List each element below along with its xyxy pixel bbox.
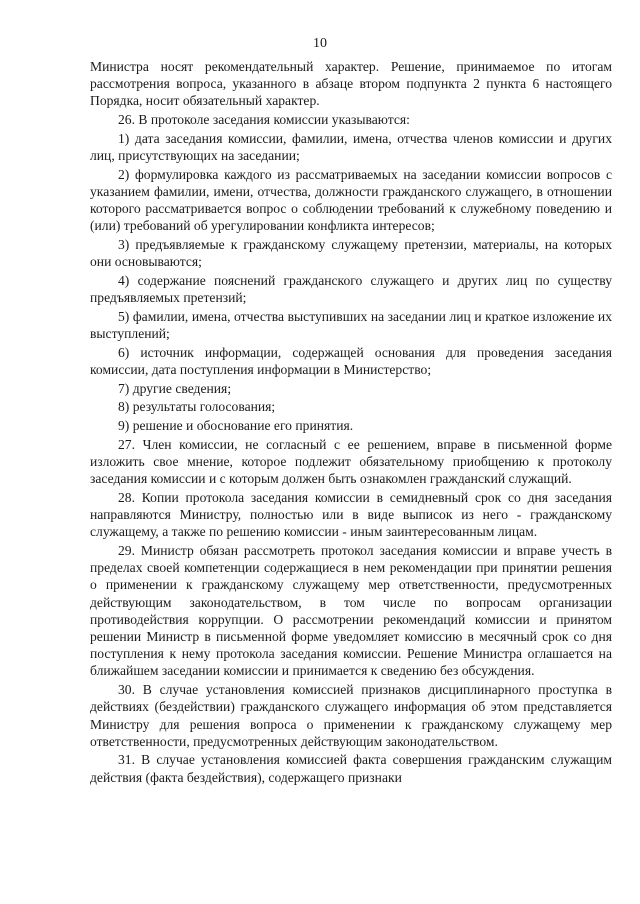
page-number: 10 bbox=[313, 36, 327, 51]
paragraph-26: 26. В протоколе заседания комиссии указываются: bbox=[118, 112, 410, 128]
paragraph-28: 28. Копии протокола заседания комиссии в семидневный срок со дня заседания направляются Министру, полностью или в виде выписок из него - гражданскому служащему, а также по решению комиссии - иным заинтересованным лицам. bbox=[90, 489, 612, 540]
list-item-5: 5) фамилии, имена, отчества выступивших на заседании лиц и краткое изложение их выступлений; bbox=[90, 308, 612, 342]
list-item-2: 2) формулировка каждого из рассматриваемых на заседании комиссии вопросов с указанием фамилии, имени, отчества, должности гражданского служащего, в отношении которого рассматривается вопрос о соблюдении требований к служебному поведению и (или) требований об урегулировании конфликта интересов; bbox=[90, 166, 612, 234]
list-item-8: 8) результаты голосования; bbox=[118, 399, 276, 415]
list-item-6: 6) источник информации, содержащей основания для проведения заседания комиссии, дата поступления информации в Министерство; bbox=[90, 344, 612, 377]
paragraph-27: 27. Член комиссии, не согласный с ее решением, вправе в письменной форме изложить свое мнение, которое подлежит обязательному приобщению к протоколу заседания комиссии и с которым должен быть ознакомлен гражданский служащий. bbox=[90, 436, 612, 487]
paragraph-30: 30. В случае установления комиссией признаков дисциплинарного проступка в действиях (бездействии) гражданского служащего информация об этом представляется Министру для решения вопроса о применении к гражданскому служащему мер ответственности, предусмотренных действующим законодательством. bbox=[90, 682, 612, 749]
list-item-7: 7) другие сведения; bbox=[118, 380, 232, 396]
paragraph-continuation: Министра носят рекомендательный характер. Решение, принимаемое по итогам рассмотрения вопроса, указанного в абзаце втором подпункта 2 пункта 6 настоящего Порядка, носит обязательный характер. bbox=[90, 59, 612, 109]
list-item-4: 4) содержание пояснений гражданского служащего и других лиц по существу предъявляемых претензий; bbox=[90, 272, 612, 306]
list-item-3: 3) предъявляемые к гражданскому служащему претензии, материалы, на которых они основываются; bbox=[90, 237, 612, 270]
paragraph-31: 31. В случае установления комиссией факта совершения гражданским служащим действия (факта бездействия), содержащего признаки bbox=[90, 752, 612, 785]
list-item-9: 9) решение и обоснование его принятия. bbox=[118, 418, 354, 434]
document-body bbox=[90, 58, 612, 786]
list-item-1: 1) дата заседания комиссии, фамилии, имена, отчества членов комиссии и других лиц, присутствующих на заседании; bbox=[90, 130, 612, 164]
paragraph-29: 29. Министр обязан рассмотреть протокол заседания комиссии и вправе учесть в пределах своей компетенции содержащиеся в нем рекомендации при принятии решения о применении к гражданскому служащему мер ответственности, предусмотренных действующим законодательством, в том числе по вопросам организации противодействия коррупции. О рассмотрении рекомендаций комиссии и принятом решении Министр в письменной форме уведомляет комиссию в месячный срок со дня поступления к нему протокола заседания комиссии. Решение Министра оглашается на ближайшем заседании комиссии и принимается к сведению без обсуждения. bbox=[90, 542, 612, 679]
